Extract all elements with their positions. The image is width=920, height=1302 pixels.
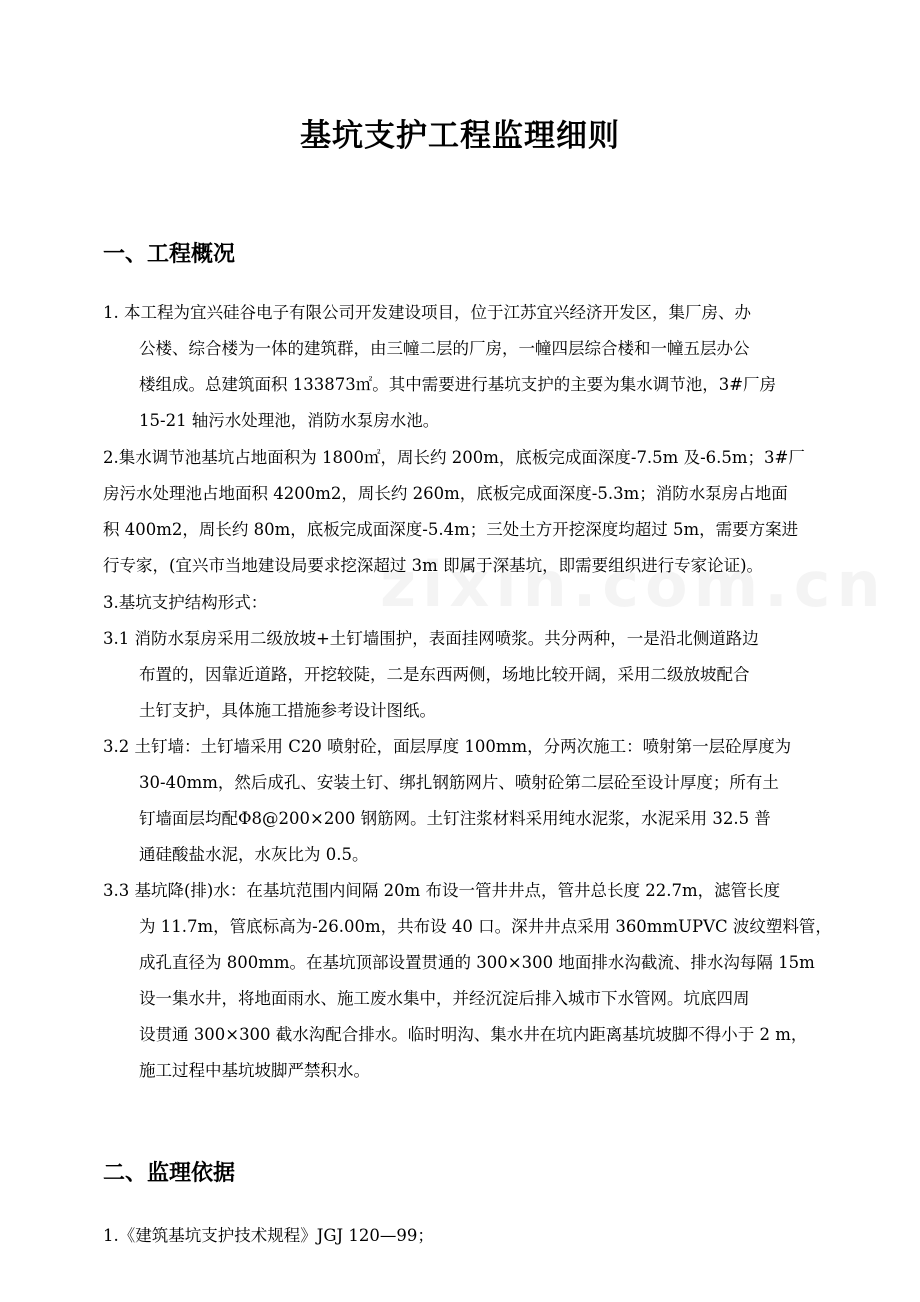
document-title: 基坑支护工程监理细则	[300, 118, 620, 154]
paragraph-3-1	[103, 621, 759, 729]
section-heading-basis: 二、监理依据	[103, 1161, 236, 1186]
paragraph-line: 3.2 土钉墙：土钉墙采用 C20 喷射砼，面层厚度 100mm，分两次施工：喷射第一层砼厚度为	[103, 737, 792, 756]
paragraph-line: 3.基坑支护结构形式：	[103, 593, 268, 612]
paragraph-line: 成孔直径为 800mm。在基坑顶部设置贯通的 300×300 地面排水沟截流、排水沟每隔 15m	[139, 953, 815, 972]
paragraph-line: 布置的，因靠近道路，开挖较陡，二是东西两侧，场地比较开阔，采用二级放坡配合	[139, 665, 750, 684]
paragraph-line: 通硅酸盐水泥，水灰比为 0.5。	[139, 845, 369, 864]
paragraph-basis-1	[103, 1218, 434, 1254]
paragraph-line: 30-40mm，然后成孔、安装土钉、绑扎钢筋网片、喷射砼第二层砼至设计厚度；所有土	[139, 773, 779, 792]
paragraph-3	[103, 585, 267, 621]
paragraph-line: 公楼、综合楼为一体的建筑群，由三幢二层的厂房，一幢四层综合楼和一幢五层办公	[139, 339, 750, 358]
paragraph-line: 行专家，(宜兴市当地建设局要求挖深超过 3m 即属于深基坑，即需要组织进行专家论证)。	[103, 556, 764, 575]
paragraph-line: 1.《建筑基坑支护技术规程》JGJ 120—99；	[103, 1226, 434, 1245]
paragraph-line: 设一集水井，将地面雨水、施工废水集中，并经沉淀后排入城市下水管网。坑底四周	[139, 989, 750, 1008]
paragraph-line: 积 400m2，周长约 80m，底板完成面深度-5.4m；三处土方开挖深度均超过 5m，需要方案进	[103, 520, 799, 539]
paragraph-3-3	[103, 873, 832, 1089]
paragraph-line: 钉墙面层均配Φ8@200×200 钢筋网。土钉注浆材料采用纯水泥浆，水泥采用 32.5 普	[139, 809, 771, 828]
section-heading-overview: 一、工程概况	[103, 242, 236, 267]
paragraph-line: 3.3 基坑降(排)水：在基坑范围内间隔 20m 布设一管井井点，管井总长度 22.7m，滤管长度	[103, 881, 781, 900]
paragraph-line: 15-21 轴污水处理池，消防水泵房水池。	[139, 411, 440, 430]
paragraph-line: 2.集水调节池基坑占地面积为 1800㎡，周长约 200m，底板完成面深度-7.5m 及-6.5m；3#厂	[103, 448, 805, 467]
paragraph-line: 1. 本工程为宜兴硅谷电子有限公司开发建设项目，位于江苏宜兴经济开发区，集厂房、办	[103, 303, 751, 322]
paragraph-line: 为 11.7m，管底标高为-26.00m，共布设 40 口。深井井点采用 360mmUPVC 波纹塑料管，	[139, 917, 832, 936]
paragraph-line: 房污水处理池占地面积 4200m2，周长约 260m，底板完成面深度-5.3m；消防水泵房占地面	[103, 484, 788, 503]
paragraph-line: 楼组成。总建筑面积 133873㎡。其中需要进行基坑支护的主要为集水调节池，3#厂房	[139, 375, 777, 394]
paragraph-line: 施工过程中基坑坡脚严禁积水。	[139, 1061, 370, 1080]
paragraph-3-2	[103, 729, 791, 873]
paragraph-line: 土钉支护，具体施工措施参考设计图纸。	[139, 701, 436, 720]
paragraph-1	[103, 295, 776, 439]
paragraph-2	[103, 440, 805, 584]
paragraph-line: 设贯通 300×300 截水沟配合排水。临时明沟、集水井在坑内距离基坑坡脚不得小于 2 m，	[139, 1025, 808, 1044]
paragraph-line: 3.1 消防水泵房采用二级放坡+土钉墙围护，表面挂网喷浆。共分两种，一是沿北侧道路边	[103, 629, 759, 648]
